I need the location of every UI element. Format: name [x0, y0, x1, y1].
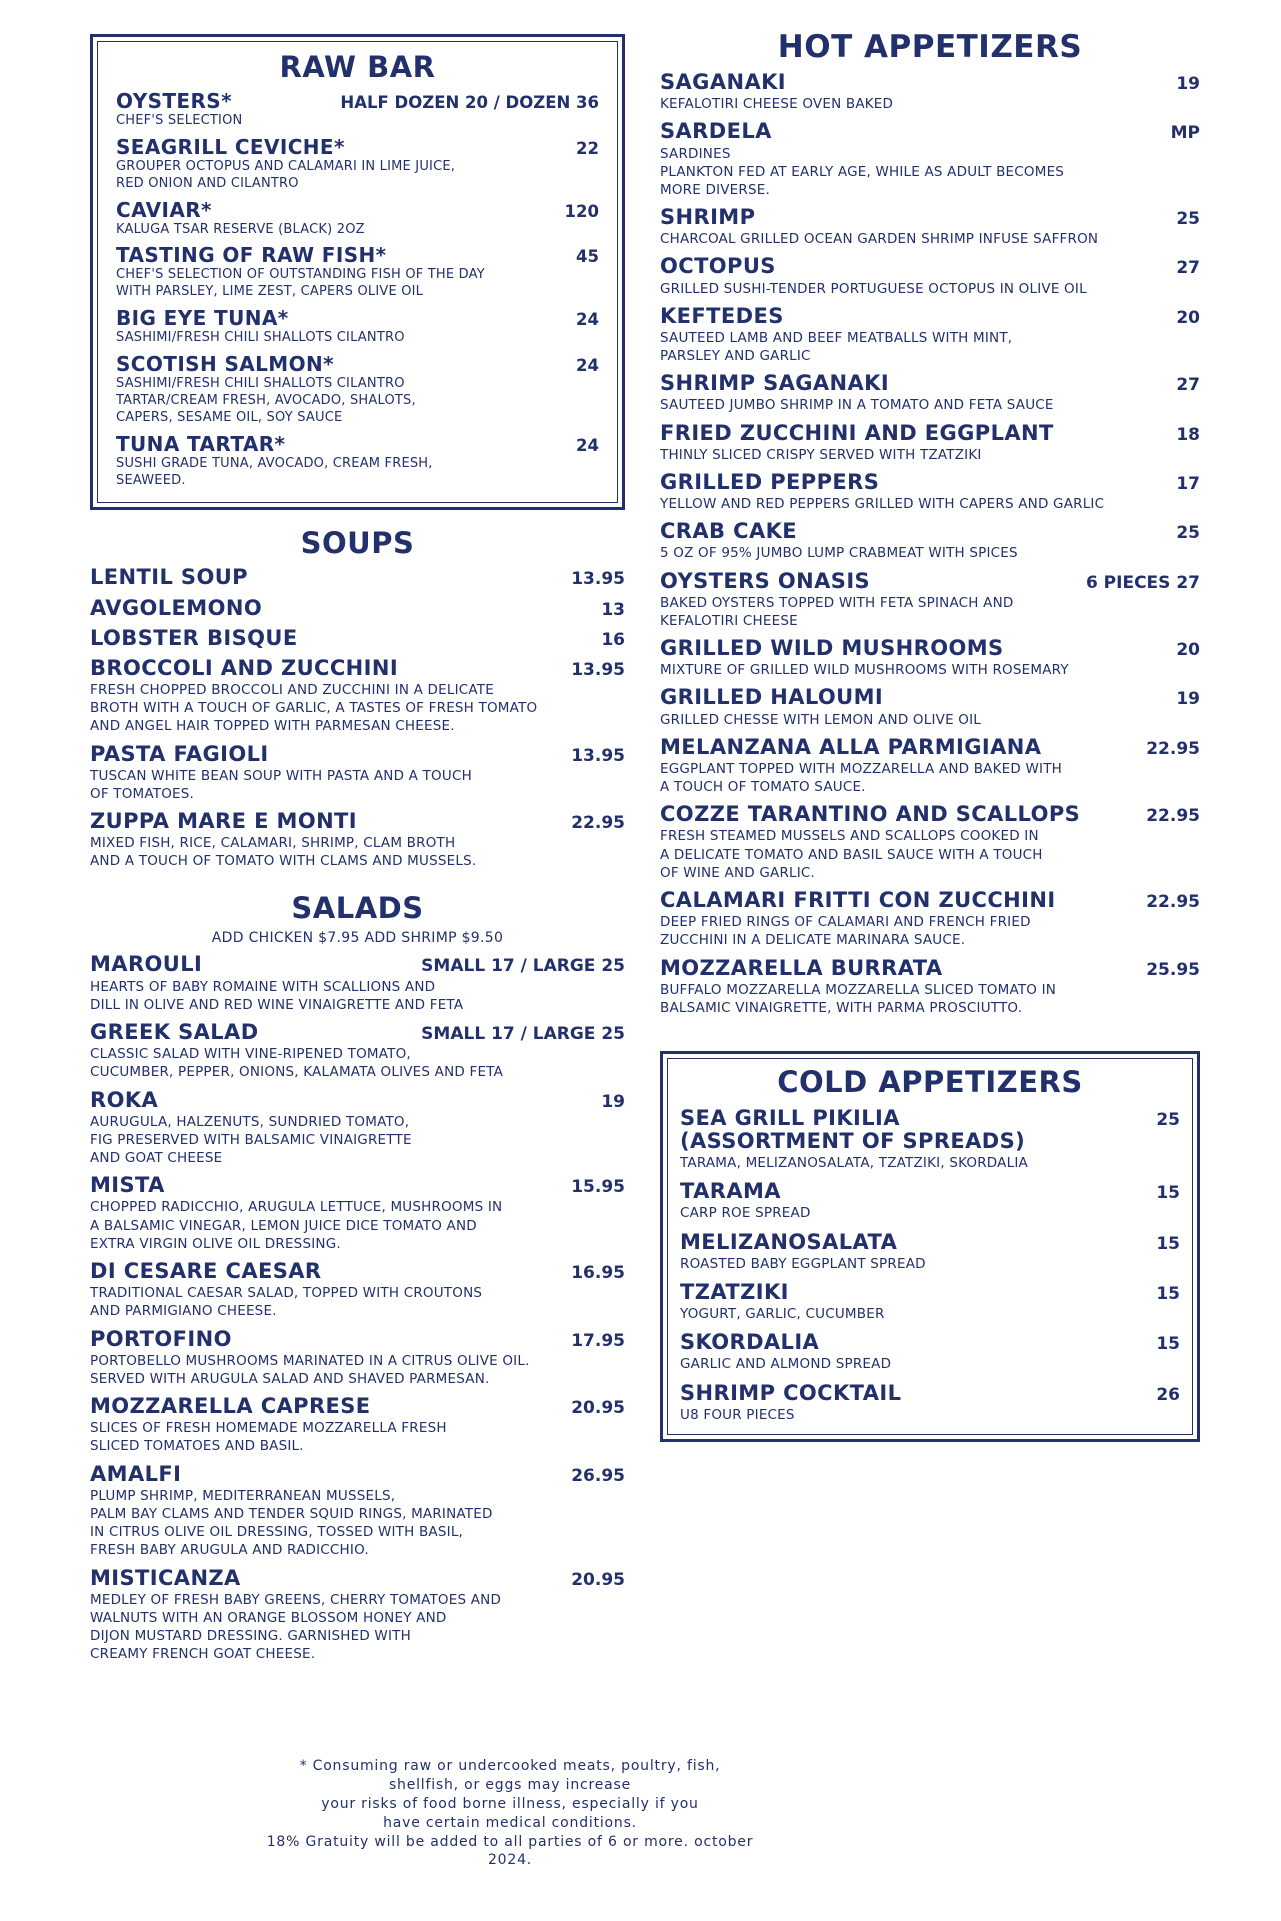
menu-item: [660, 889, 1200, 950]
menu-item: [116, 136, 599, 193]
soups-list: [90, 566, 625, 870]
raw-bar-inner: [97, 41, 618, 503]
menu-item-description: PORTOBELLO MUSHROOMS MARINATED IN A CITRUS OLIVE OIL. SERVED WITH ARUGULA SALAD AND SHAVED PARMESAN.: [90, 1352, 530, 1387]
menu-item-header: [90, 566, 625, 589]
menu-item-name: OYSTERS ONASIS: [660, 568, 871, 593]
menu-item-header: [116, 90, 599, 112]
menu-item-description: KALUGA TSAR RESERVE (BLACK) 2OZ: [116, 221, 365, 237]
menu-item-description: GRILLED CHESSE WITH LEMON AND OLIVE OIL: [660, 711, 982, 728]
menu-item: [660, 120, 1200, 199]
menu-item: [680, 1281, 1180, 1323]
menu-item-name: PASTA FAGIOLI: [90, 741, 269, 766]
menu-item-price: 19: [1176, 689, 1200, 710]
menu-item-header: [660, 120, 1200, 143]
raw-bar-box: [90, 34, 625, 510]
menu-item-price: 15: [1156, 1283, 1180, 1304]
menu-item-price: 13.95: [571, 569, 625, 590]
menu-item-name: SKORDALIA: [680, 1330, 820, 1355]
menu-item-header: [680, 1107, 1180, 1153]
menu-item: [90, 597, 625, 620]
menu-item: [680, 1180, 1180, 1222]
menu-item-name: ROKA: [90, 1087, 159, 1112]
hot-appetizers-title: HOT APPETIZERS: [777, 29, 1083, 65]
salads-list: [90, 953, 625, 1663]
menu-item: [90, 1174, 625, 1253]
menu-item-name: TUNA TARTAR*: [116, 431, 286, 456]
menu-item-price: 17: [1176, 473, 1200, 494]
menu-item: [660, 372, 1200, 414]
menu-item-price: 15: [1156, 1183, 1180, 1204]
menu-item-header: [116, 433, 599, 455]
menu-item-price: 16: [601, 629, 625, 650]
menu-item: [660, 71, 1200, 113]
menu-item-header: [660, 637, 1200, 660]
menu-item-name: MISTA: [90, 1173, 165, 1198]
menu-item-header: [680, 1331, 1180, 1354]
menu-item: [116, 90, 599, 130]
menu-item-price: 17.95: [571, 1330, 625, 1351]
menu-item-description: GARLIC AND ALMOND SPREAD: [680, 1356, 892, 1373]
menu-item-price: 16.95: [571, 1263, 625, 1284]
menu-item-description: SAUTEED LAMB AND BEEF MEATBALLS WITH MINT, PARSLEY AND GARLIC: [660, 329, 1013, 365]
menu-item-description: TUSCAN WHITE BEAN SOUP WITH PASTA AND A TOUCH OF TOMATOES.: [90, 767, 472, 802]
menu-item: [660, 206, 1200, 248]
menu-item: [660, 637, 1200, 679]
menu-item-header: [660, 957, 1200, 980]
menu-item-header: [660, 206, 1200, 229]
menu-item-description: YOGURT, GARLIC, CUCUMBER: [680, 1306, 885, 1323]
menu-item-header: [116, 244, 599, 266]
menu-item: [90, 1260, 625, 1321]
menu-item-description: BUFFALO MOZZARELLA MOZZARELLA SLICED TOMATO IN BALSAMIC VINAIGRETTE, WITH PARMA PROSCIUTTO.: [660, 981, 1057, 1016]
menu-item-price: 26.95: [571, 1465, 625, 1486]
menu-item: [90, 627, 625, 650]
menu-item-description: SUSHI GRADE TUNA, AVOCADO, CREAM FRESH, SEAWEED.: [116, 455, 433, 488]
menu-item-price: 24: [576, 310, 599, 330]
menu-item: [90, 1021, 625, 1082]
menu-item-price: 22: [576, 138, 599, 158]
menu-item-price: 20.95: [571, 1398, 625, 1419]
menu-item-description: TRADITIONAL CAESAR SALAD, TOPPED WITH CROUTONS AND PARMIGIANO CHEESE.: [90, 1285, 483, 1320]
menu-item-header: [90, 1089, 625, 1112]
menu-item-description: SASHIMI/FRESH CHILI SHALLOTS CILANTRO: [116, 330, 405, 346]
menu-item-name: SEA GRILL PIKILIA (ASSORTMENT OF SPREADS): [680, 1105, 1026, 1154]
cold-appetizers-list: [680, 1107, 1180, 1424]
menu-item-description: MIXTURE OF GRILLED WILD MUSHROOMS WITH ROSEMARY: [660, 662, 1069, 679]
menu-item-price: 19: [601, 1091, 625, 1112]
menu-item: [660, 957, 1200, 1018]
menu-item-name: TARAMA: [680, 1179, 781, 1204]
menu-item-header: [116, 136, 599, 158]
menu-item-name: TZATZIKI: [680, 1279, 789, 1304]
menu-item-header: [680, 1281, 1180, 1304]
menu-item-price: 18: [1176, 424, 1200, 445]
menu-item-description: FRESH CHOPPED BROCCOLI AND ZUCCHINI IN A DELICATE BROTH WITH A TOUCH OF GARLIC, A TASTES OF FRESH TOMATO AND ANGEL HAIR TOPPED WITH PARMESAN CHEESE.: [90, 681, 538, 735]
menu-item-header: [90, 657, 625, 680]
menu-item-header: [660, 71, 1200, 94]
menu-item-price: 25.95: [1146, 959, 1200, 980]
menu-item-name: SHRIMP: [660, 205, 756, 230]
menu-item: [680, 1331, 1180, 1373]
menu-item-header: [90, 1328, 625, 1351]
menu-item-description: SLICES OF FRESH HOMEMADE MOZZARELLA FRESH SLICED TOMATOES AND BASIL.: [90, 1420, 447, 1455]
menu-item-description: CLASSIC SALAD WITH VINE-RIPENED TOMATO, CUCUMBER, PEPPER, ONIONS, KALAMATA OLIVES AND FETA: [90, 1046, 504, 1081]
menu-item-price: 24: [576, 356, 599, 376]
cold-appetizers-inner: [667, 1058, 1193, 1435]
menu-item-price: 26: [1156, 1384, 1180, 1405]
menu-item-name: BROCCOLI AND ZUCCHINI: [90, 655, 399, 680]
menu-item-name: TASTING OF RAW FISH*: [116, 243, 387, 268]
menu-item-price: 20: [1176, 640, 1200, 661]
menu-item-description: U8 FOUR PIECES: [680, 1406, 795, 1423]
menu-item-price: 120: [564, 201, 599, 221]
menu-item: [116, 307, 599, 347]
menu-item-description: FRESH STEAMED MUSSELS AND SCALLOPS COOKED IN A DELICATE TOMATO AND BASIL SAUCE WITH A TOUCH OF WINE AND GARLIC.: [660, 828, 1043, 881]
menu-item-description: YELLOW AND RED PEPPERS GRILLED WITH CAPERS AND GARLIC: [660, 496, 1105, 513]
menu-item-description: 5 OZ OF 95% JUMBO LUMP CRABMEAT WITH SPICES: [660, 545, 1018, 562]
menu-item-header: [680, 1231, 1180, 1254]
menu-item-header: [90, 953, 625, 976]
menu-item-header: [90, 1567, 625, 1590]
menu-item: [660, 570, 1200, 631]
menu-item-header: [90, 1463, 625, 1486]
menu-item-price: 13.95: [571, 659, 625, 680]
menu-item-name: MOZZARELLA BURRATA: [660, 955, 943, 980]
menu-item-price: 20.95: [571, 1569, 625, 1590]
menu-item-header: [116, 199, 599, 221]
raw-bar-list: [116, 90, 599, 490]
menu-item: [660, 736, 1200, 797]
menu-item-name: SARDELA: [660, 119, 772, 144]
menu-item: [660, 305, 1200, 366]
menu-item-description: TARAMA, MELIZANOSALATA, TZATZIKI, SKORDALIA: [680, 1155, 1028, 1172]
menu-item-price: 27: [1176, 375, 1200, 396]
menu-item: [660, 520, 1200, 562]
menu-item-header: [660, 570, 1200, 593]
menu-item: [116, 244, 599, 301]
menu-item-name: CALAMARI FRITTI CON ZUCCHINI: [660, 888, 1056, 912]
menu-item-name: BIG EYE TUNA*: [116, 306, 289, 331]
salads-title: SALADS: [291, 890, 424, 925]
menu-item-price: SMALL 17 / LARGE 25: [421, 956, 625, 977]
menu-item-header: [90, 1260, 625, 1283]
menu-item-description: CHEF'S SELECTION OF OUTSTANDING FISH OF THE DAY WITH PARSLEY, LIME ZEST, CAPERS OLIVE OIL: [116, 267, 485, 300]
menu-item-name: ZUPPA MARE E MONTI: [90, 809, 357, 834]
soups-title: SOUPS: [300, 525, 415, 560]
menu-item: [680, 1382, 1180, 1424]
menu-item-name: LOBSTER BISQUE: [90, 625, 298, 650]
menu-item-name: COZZE TARANTINO AND SCALLOPS: [660, 802, 1081, 827]
menu-item: [660, 422, 1200, 464]
menu-item: [660, 803, 1200, 882]
menu-item-header: [90, 810, 625, 833]
menu-item-name: AMALFI: [90, 1461, 182, 1486]
menu-item-name: OYSTERS*: [116, 88, 232, 113]
menu-item-price: 45: [576, 247, 599, 267]
menu-item-price: 22.95: [1146, 806, 1200, 827]
menu-item-price: MP: [1170, 123, 1200, 144]
menu-item-name: SHRIMP COCKTAIL: [680, 1380, 902, 1405]
menu-item-name: SEAGRILL CEVICHE*: [116, 134, 345, 159]
menu-item-name: GRILLED PEPPERS: [660, 469, 880, 494]
menu-item: [116, 353, 599, 427]
menu-item-price: 6 PIECES 27: [1085, 572, 1200, 593]
menu-item-price: 15: [1156, 1334, 1180, 1355]
menu-item-description: CHOPPED RADICCHIO, ARUGULA LETTUCE, MUSHROOMS IN A BALSAMIC VINEGAR, LEMON JUICE DICE TOMATO AND EXTRA VIRGIN OLIVE OIL DRESSING.: [90, 1199, 503, 1252]
salads-addons: ADD CHICKEN $7.95 ADD SHRIMP $9.50: [211, 930, 504, 947]
menu-item: [90, 1395, 625, 1456]
menu-item: [90, 1463, 625, 1560]
menu-item-price: 25: [1176, 523, 1200, 544]
menu-item-header: [660, 471, 1200, 494]
cold-appetizers-title: COLD APPETIZERS: [777, 1065, 1083, 1100]
menu-item-name: MAROULI: [90, 952, 203, 977]
menu-item-price: 25: [1156, 1109, 1180, 1130]
menu-item-header: [660, 889, 1200, 912]
menu-item-header: [90, 1395, 625, 1418]
menu-item-name: FRIED ZUCCHINI AND EGGPLANT: [660, 420, 1054, 445]
menu-item-description: ROASTED BABY EGGPLANT SPREAD: [680, 1255, 926, 1272]
right-column: [660, 30, 1200, 1442]
menu-item-name: DI CESARE CAESAR: [90, 1259, 322, 1284]
menu-item-header: [660, 736, 1200, 759]
menu-item-header: [680, 1180, 1180, 1203]
menu-item-description: SAUTEED JUMBO SHRIMP IN A TOMATO AND FETA SAUCE: [660, 397, 1054, 414]
menu-item-name: MELANZANA ALLA PARMIGIANA: [660, 734, 1042, 759]
hot-appetizers-list: [660, 71, 1200, 1017]
menu-item-price: 15.95: [571, 1177, 625, 1198]
menu-item-header: [90, 597, 625, 620]
menu-item-description: SARDINES PLANKTON FED AT EARLY AGE, WHILE AS ADULT BECOMES MORE DIVERSE.: [660, 145, 1065, 198]
menu-item: [116, 199, 599, 239]
menu-item-price: 15: [1156, 1233, 1180, 1254]
menu-item-name: KEFTEDES: [660, 303, 784, 328]
menu-item: [90, 743, 625, 804]
menu-item-name: SAGANAKI: [660, 70, 786, 95]
cold-appetizers-box: [660, 1051, 1200, 1442]
menu-item: [680, 1107, 1180, 1172]
menu-item-price: 19: [1176, 74, 1200, 95]
menu-item-header: [90, 627, 625, 650]
menu-item-header: [116, 307, 599, 329]
menu-item-name: CAVIAR*: [116, 197, 212, 222]
menu-item-name: GRILLED WILD MUSHROOMS: [660, 636, 1004, 661]
menu-item-description: MEDLEY OF FRESH BABY GREENS, CHERRY TOMATOES AND WALNUTS WITH AN ORANGE BLOSSOM HONEY AND DIJON MUSTARD DRESSING. GARNISHED WITH CREAMY FRENCH GOAT CHEESE.: [90, 1591, 502, 1663]
menu-item-price: 20: [1176, 307, 1200, 328]
menu-item-name: CRAB CAKE: [660, 519, 798, 544]
menu-item-name: GREEK SALAD: [90, 1019, 259, 1044]
menu-item: [90, 810, 625, 871]
menu-item-description: HEARTS OF BABY ROMAINE WITH SCALLIONS AND DILL IN OLIVE AND RED WINE VINAIGRETTE AND FETA: [90, 978, 464, 1013]
menu-item-header: [90, 743, 625, 766]
menu-item-description: MIXED FISH, RICE, CALAMARI, SHRIMP, CLAM BROTH AND A TOUCH OF TOMATO WITH CLAMS AND MUSSELS.: [90, 835, 477, 870]
menu-item: [660, 471, 1200, 513]
menu-item: [90, 566, 625, 589]
menu-item: [660, 686, 1200, 728]
menu-item: [90, 657, 625, 736]
menu-item-name: MOZZARELLA CAPRESE: [90, 1394, 371, 1419]
menu-item-header: [660, 372, 1200, 395]
menu-item-header: [90, 1021, 625, 1044]
menu-item: [90, 1089, 625, 1168]
menu-item-description: EGGPLANT TOPPED WITH MOZZARELLA AND BAKED WITH A TOUCH OF TOMATO SAUCE.: [660, 760, 1062, 796]
menu-item-description: CARP ROE SPREAD: [680, 1205, 811, 1222]
raw-bar-title: RAW BAR: [279, 50, 436, 84]
menu-item-description: CHEF'S SELECTION: [116, 112, 243, 128]
menu-item-description: AURUGULA, HALZENUTS, SUNDRIED TOMATO, FIG PRESERVED WITH BALSAMIC VINAIGRETTE AND GOAT CHEESE: [90, 1113, 412, 1167]
menu-item: [660, 255, 1200, 297]
menu-item-price: SMALL 17 / LARGE 25: [421, 1023, 625, 1044]
menu-item-price: 13: [601, 599, 625, 620]
menu-item-header: [680, 1382, 1180, 1405]
menu-item-name: GRILLED HALOUMI: [660, 685, 884, 710]
menu-item-header: [660, 422, 1200, 445]
menu-item-description: BAKED OYSTERS TOPPED WITH FETA SPINACH AND KEFALOTIRI CHEESE: [660, 594, 1014, 629]
menu-item-name: AVGOLEMONO: [90, 595, 263, 620]
menu-item-name: LENTIL SOUP: [90, 565, 248, 590]
menu-item-price: 22.95: [1146, 738, 1200, 759]
menu-item-description: PLUMP SHRIMP, MEDITERRANEAN MUSSELS, PALM BAY CLAMS AND TENDER SQUID RINGS, MARINATED IN CITRUS OLIVE OIL DRESSING, TOSSED WITH BASIL, FRESH BABY ARUGULA AND RADICCHIO.: [90, 1487, 493, 1559]
menu-item-description: KEFALOTIRI CHEESE OVEN BAKED: [660, 96, 894, 113]
menu-item: [116, 433, 599, 490]
footer-disclaimer: * Consuming raw or undercooked meats, poultry, fish, shellfish, or eggs may increase your risks of food borne illness, especially if you have certain medical conditions. 18% Gratuity will be added to all parties of 6 or more. october 2024.: [266, 1758, 754, 1869]
menu-item: [90, 953, 625, 1014]
menu-item: [90, 1567, 625, 1664]
menu-item-name: MELIZANOSALATA: [680, 1229, 898, 1254]
menu-item-price: 22.95: [1146, 892, 1200, 912]
menu-item-description: GRILLED SUSHI-TENDER PORTUGUESE OCTOPUS IN OLIVE OIL: [660, 280, 1087, 297]
menu-item-price: 22.95: [571, 813, 625, 834]
menu-item-header: [660, 686, 1200, 709]
menu-item-header: [660, 520, 1200, 543]
menu-item-header: [660, 255, 1200, 278]
menu-item-price: 24: [576, 435, 599, 455]
menu-item-name: SCOTISH SALMON*: [116, 352, 335, 377]
menu-item-header: [660, 803, 1200, 826]
menu-item-header: [116, 353, 599, 375]
menu-item-description: CHARCOAL GRILLED OCEAN GARDEN SHRIMP INFUSE SAFFRON: [660, 231, 1099, 248]
menu-item-name: SHRIMP SAGANAKI: [660, 371, 890, 396]
menu-item-description: THINLY SLICED CRISPY SERVED WITH TZATZIKI: [660, 446, 982, 463]
menu-item-header: [660, 305, 1200, 328]
menu-item-description: DEEP FRIED RINGS OF CALAMARI AND FRENCH FRIED ZUCCHINI IN A DELICATE MARINARA SAUCE.: [660, 914, 1031, 949]
menu-item-price: 27: [1176, 258, 1200, 279]
menu-item-header: [90, 1174, 625, 1197]
menu-item-name: MISTICANZA: [90, 1565, 241, 1590]
menu-item-description: GROUPER OCTOPUS AND CALAMARI IN LIME JUICE, RED ONION AND CILANTRO: [116, 158, 456, 191]
menu-item-price: 25: [1176, 209, 1200, 230]
menu-item-name: PORTOFINO: [90, 1326, 232, 1351]
menu-item-description: SASHIMI/FRESH CHILI SHALLOTS CILANTRO TARTAR/CREAM FRESH, AVOCADO, SHALOTS, CAPERS, SESAME OIL, SOY SAUCE: [116, 376, 416, 425]
menu-item: [90, 1328, 625, 1389]
menu-item-price: 13.95: [571, 745, 625, 766]
menu-item: [680, 1231, 1180, 1273]
menu-item-name: OCTOPUS: [660, 254, 776, 279]
left-column: [90, 34, 625, 1664]
menu-item-price: HALF DOZEN 20 / DOZEN 36: [340, 92, 599, 112]
